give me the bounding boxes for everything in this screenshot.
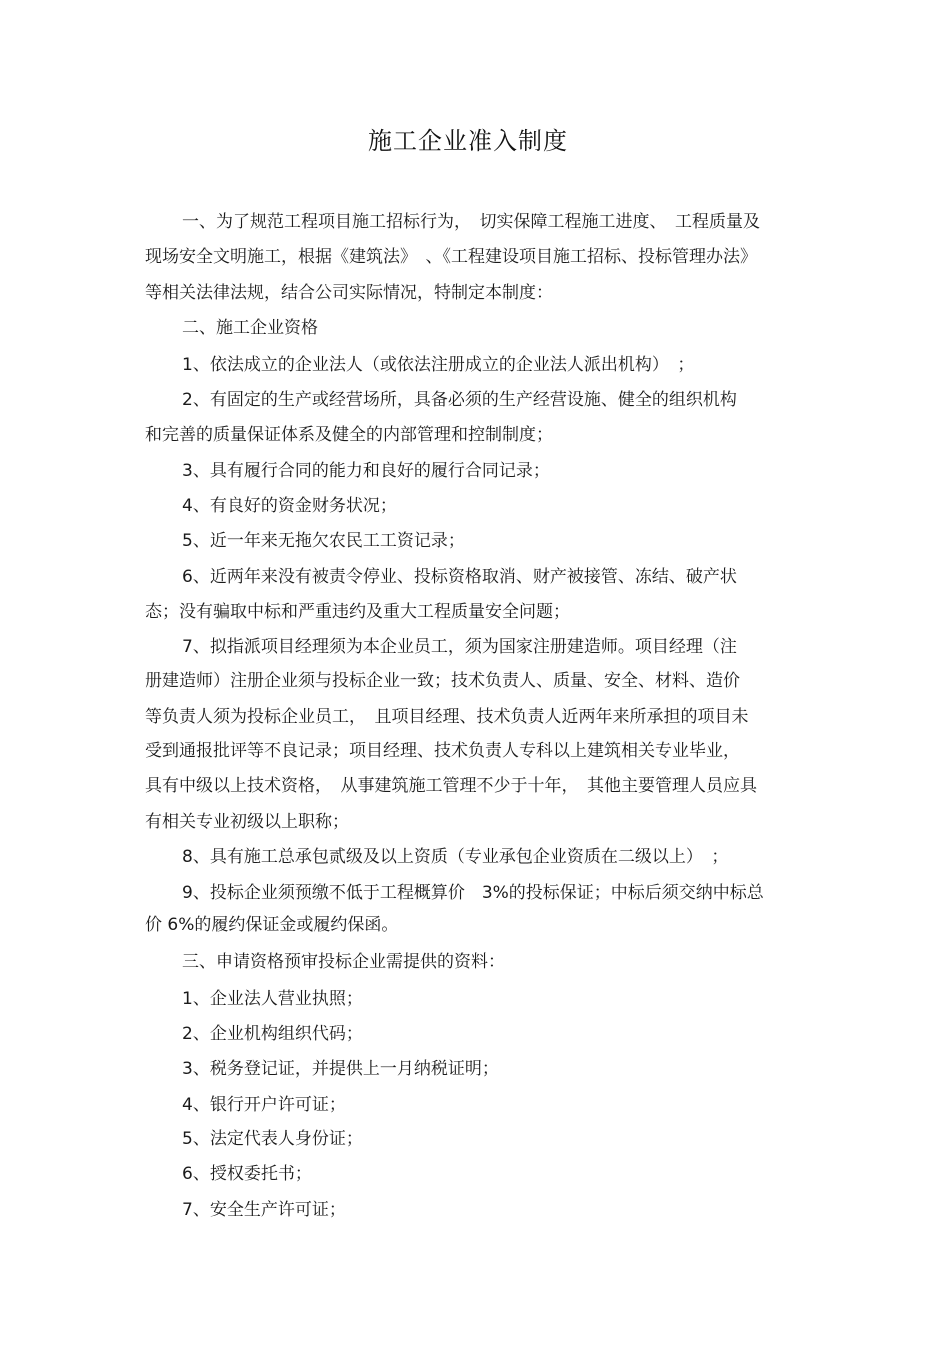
list-item: 1、依法成立的企业法人（或依法注册成立的企业法人派出机构） ； [182,355,695,375]
list-item: 6、授权委托书； [182,1164,312,1184]
list-item: 7、拟指派项目经理须为本企业员工，须为国家注册建造师。项目经理（注 [182,637,737,657]
list-item: 5、近一年来无拖欠农民工工资记录； [182,531,465,551]
text-line: 价 6%的履约保证金或履约保函。 [145,915,399,935]
list-item: 4、有良好的资金财务状况； [182,496,397,516]
text-line: 册建造师）注册企业须与投标企业一致；技术负责人、质量、安全、材料、造价 [145,671,740,691]
text-line: 现场安全文明施工，根据《建筑法》 、《工程建设项目施工招标、投标管理办法》 [145,247,757,267]
text-line: 等相关法律法规，结合公司实际情况，特制定本制度： [145,283,553,303]
text-line: 具有中级以上技术资格， 从事建筑施工管理不少于十年， 其他主要管理人员应具 [145,776,757,796]
section-heading: 二、施工企业资格 [182,318,318,338]
list-item: 1、企业法人营业执照； [182,989,363,1009]
text-line: 等负责人须为投标企业员工， 且项目经理、技术负责人近两年来所承担的项目未 [145,707,749,727]
section-heading: 三、申请资格预审投标企业需提供的资料： [182,952,505,972]
list-item: 3、具有履行合同的能力和良好的履行合同记录； [182,461,550,481]
list-item: 7、安全生产许可证； [182,1200,346,1220]
text-line: 受到通报批评等不良记录；项目经理、技术负责人专科以上建筑相关专业毕业， [145,741,740,761]
list-item: 5、法定代表人身份证； [182,1129,363,1149]
list-item: 9、投标企业须预缴不低于工程概算价 3%的投标保证；中标后须交纳中标总 [182,883,764,903]
text-line: 态；没有骗取中标和严重违约及重大工程质量安全问题； [145,602,570,622]
list-item: 2、有固定的生产或经营场所，具备必须的生产经营设施、健全的组织机构 [182,390,737,410]
list-item: 3、税务登记证，并提供上一月纳税证明； [182,1059,499,1079]
list-item: 4、银行开户许可证； [182,1095,346,1115]
document-title: 施工企业准入制度 [368,127,568,155]
list-item: 8、具有施工总承包贰级及以上资质（专业承包企业资质在二级以上） ； [182,847,729,867]
text-line: 和完善的质量保证体系及健全的内部管理和控制制度； [145,425,553,445]
text-line: 有相关专业初级以上职称； [145,812,349,832]
list-item: 2、企业机构组织代码； [182,1024,363,1044]
list-item: 6、近两年来没有被责令停业、投标资格取消、财产被接管、冻结、破产状 [182,567,737,587]
text-line: 一、为了规范工程项目施工招标行为， 切实保障工程施工进度、 工程质量及 [182,212,760,232]
